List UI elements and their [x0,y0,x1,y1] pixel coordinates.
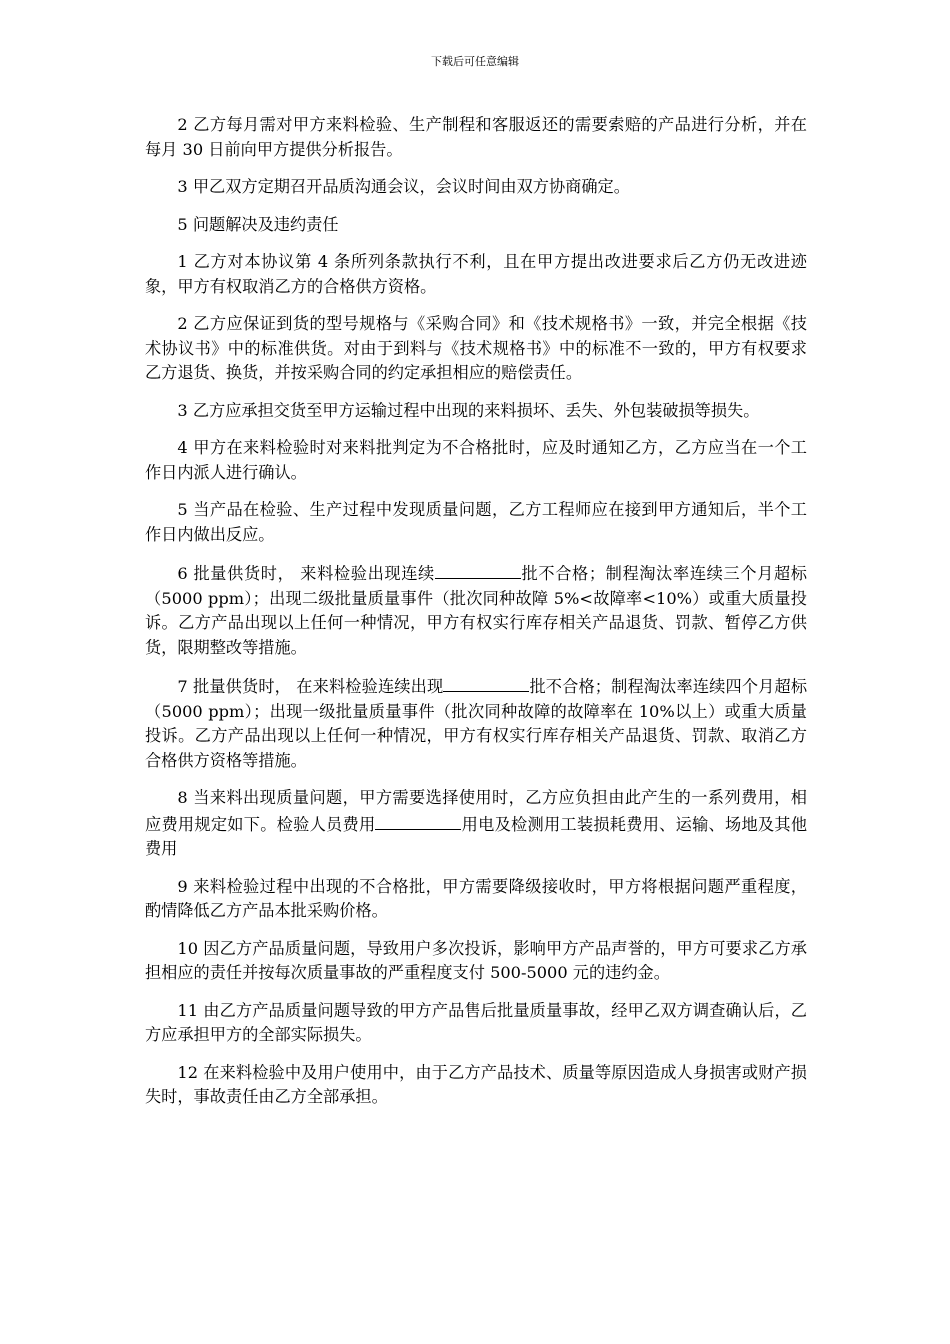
paragraph-specification-compliance: 2 乙方应保证到货的型号规格与《采购合同》和《技术规格书》一致，并完全根据《技术协议书》中的标准供货。对由于到料与《技术规格书》中的标准不一致的，甲方有权要求乙方退货、换货，并按采购合同的约定承担相应的赔偿责任。 [145,314,807,382]
paragraph-personal-injury: 12 在来料检验中及用户使用中，由于乙方产品技术、质量等原因造成人身损害或财产损失时，事故责任由乙方全部承担。 [145,1062,807,1106]
paragraph-text: 批不合格；制程淘汰率连续三个月超标（5000 ppm）；出现二级批量质量事件（批次同种故障 5%<故障率<10%）或重大质量投诉。乙方产品出现以上任何一种情况，甲方有权实行库存相关产品退货、罚款、暂停乙方供货，限期整改等措施。 [145,564,807,657]
page-header: 下载后可任意编辑 [431,55,519,68]
paragraph-text: 7 批量供货时， 在来料检验连续出现 [177,677,444,696]
fill-in-blank [435,560,521,579]
document-body [145,113,807,1123]
paragraph-text: 8 当来料出现质量问题，甲方需要选择使用时，乙方应负担由此产生的一系列费用，相应费用规定如下。检验人员费用 [145,788,807,834]
paragraph-quality-costs [145,786,807,862]
fill-in-blank [443,673,529,692]
paragraph-engineer-response: 5 当产品在检验、生产过程中发现质量问题，乙方工程师应在接到甲方通知后，半个工作日内做出反应。 [145,500,807,544]
paragraph-downgrade-acceptance: 9 来料检验过程中出现的不合格批，甲方需要降级接收时，甲方将根据问题严重程度，酌情降低乙方产品本批采购价格。 [145,876,807,920]
paragraph-text: 批不合格；制程淘汰率连续四个月超标（5000 ppm）；出现一级批量质量事件（批次同种故障的故障率在 10%以上）或重大质量投诉。乙方产品出现以上任何一种情况，甲方有权实行库存相关产品退货、罚款、取消乙方合格供方资格等措施。 [145,677,808,770]
paragraph-text: 用电及检测用工装损耗费用、运输、场地及其他费用 [145,814,808,858]
section-heading-liability: 5 问题解决及违约责任 [177,214,339,234]
paragraph-batch-supply-cancel [145,673,807,773]
paragraph-after-sales-loss: 11 由乙方产品质量问题导致的甲方产品售后批量质量事故，经甲乙双方调查确认后，乙方应承担甲方的全部实际损失。 [145,1000,807,1044]
paragraph-transport-loss: 3 乙方应承担交货至甲方运输过程中出现的来料损坏、丢失、外包装破损等损失。 [177,400,760,420]
paragraph-disqualification: 1 乙方对本协议第 4 条所列条款执行不利，且在甲方提出改进要求后乙方仍无改进迹象，甲方有权取消乙方的合格供方资格。 [145,252,807,296]
paragraph-batch-supply-suspend [145,560,807,660]
paragraph-quality-meeting: 3 甲乙双方定期召开品质沟通会议，会议时间由双方协商确定。 [177,177,630,196]
paragraph-text: 6 批量供货时， 来料检验出现连续 [177,564,435,583]
fill-in-blank [375,811,461,830]
paragraph-analysis-report: 2 乙方每月需对甲方来料检验、生产制程和客服返还的需要索赔的产品进行分析，并在每月 30 日前向甲方提供分析报告。 [145,115,807,159]
paragraph-inspection-notice: 4 甲方在来料检验时对来料批判定为不合格批时，应及时通知乙方，乙方应当在一个工作日内派人进行确认。 [145,438,807,482]
paragraph-penalty: 10 因乙方产品质量问题，导致用户多次投诉，影响甲方产品声誉的，甲方可要求乙方承担相应的责任并按每次质量事故的严重程度支付 500-5000 元的违约金。 [145,938,807,982]
